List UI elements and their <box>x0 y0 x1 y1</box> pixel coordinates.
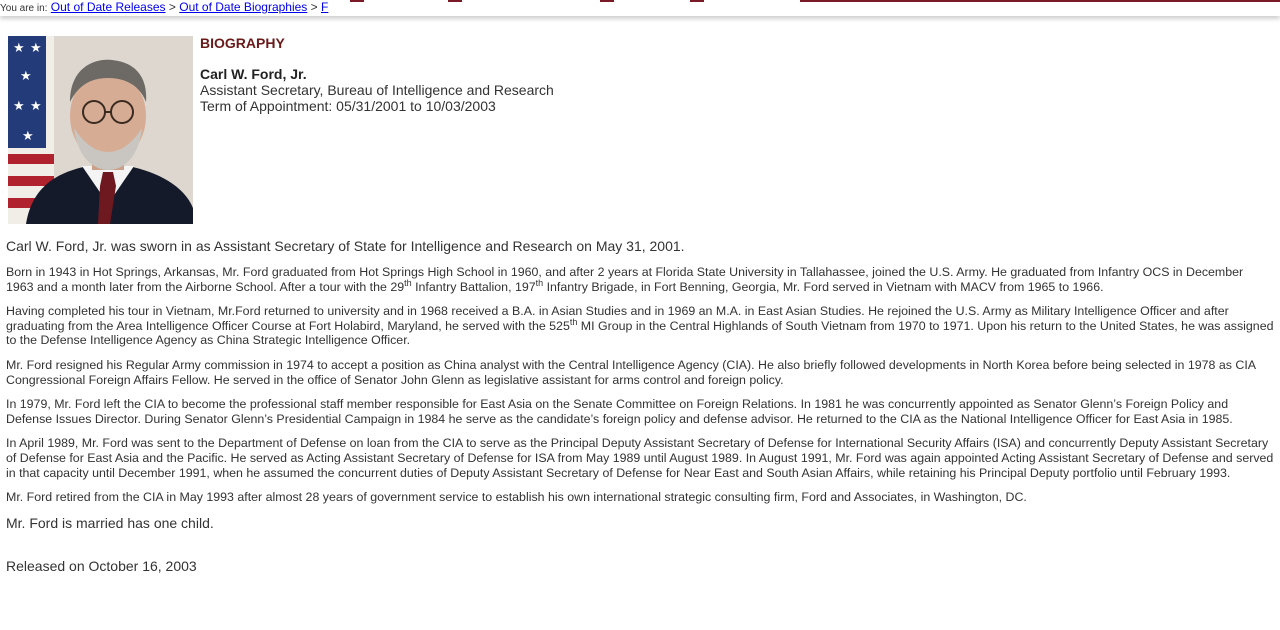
breadcrumb-link-out-of-date-biographies[interactable]: Out of Date Biographies <box>179 0 308 14</box>
paragraph-early-career <box>6 265 1274 294</box>
breadcrumb-link-f[interactable]: F <box>321 0 329 14</box>
accent-bar <box>690 0 704 2</box>
paragraph-text: Infantry Brigade, in Fort Benning, Georgia, Mr. Ford served in Vietnam with MACV from 1965 to 1966. <box>543 279 1104 294</box>
term-of-appointment: Term of Appointment: 05/31/2001 to 10/03/2003 <box>200 98 496 114</box>
lead-paragraph: Carl W. Ford, Jr. was sworn in as Assistant Secretary of State for Intelligence and Research on May 31, 2001. <box>6 238 685 254</box>
breadcrumb <box>0 0 328 16</box>
ordinal-suffix: th <box>569 316 578 327</box>
svg-text:★: ★ <box>30 41 42 56</box>
svg-text:★: ★ <box>22 129 34 144</box>
accent-bar <box>600 0 614 2</box>
portrait-photo <box>8 36 193 224</box>
position-title: Assistant Secretary, Bureau of Intelligence and Research <box>200 82 554 98</box>
paragraph-defense: In April 1989, Mr. Ford was sent to the Department of Defense on loan from the CIA to serve as the Principal Deputy Assistant Secretary of Defense for International Security Affairs (ISA) and concurrently Deputy Assistant Secretary of Defense for East Asia and the Pacific. He served as Acting Assistant Secretary of Defense for ISA from May 1989 until August 1989. In August 1991, Mr. Ford was again appointed Acting Assistant Secretary of Defense and served in that capacity until December 1991, when he assumed the concurrent duties of Deputy Assistant Secretary of Defense for Near East and South Asian Affairs, while retaining his Principal Deputy portfolio until February 1993. <box>6 436 1274 480</box>
paragraph-retirement: Mr. Ford retired from the CIA in May 1993 after almost 28 years of government service to establish his own international strategic consulting firm, Ford and Associates, in Washington, DC. <box>6 490 1027 505</box>
breadcrumb-prefix: You are in: <box>0 3 48 14</box>
paragraph-cia: Mr. Ford resigned his Regular Army commission in 1974 to accept a position as China analyst with the Central Intelligence Agency (CIA). He also briefly followed developments in North Korea before being selected in 1978 as CIA Congressional Foreign Affairs Fellow. He served in the office of Senator John Glenn as legislative assistant for arms control and foreign policy. <box>6 357 1256 387</box>
paragraph-text: Born in 1943 in Hot Springs, Arkansas, Mr. Ford graduated from Hot Springs High School in 1960, and after 2 years at Florida State University in Tallahassee, joined the U.S. Army. He graduated from Infantry OCS in December 1963 and a month later from the Airborne School. After a tour with the 29 <box>6 265 1244 294</box>
paragraph-text: MI Group in the Central Highlands of South Vietnam from 1970 to 1971. Upon his return to the United States, he was assigned to the Defense Intelligence Agency as China Strategic Intelligence Officer. <box>6 318 1274 348</box>
accent-bar <box>448 0 462 2</box>
breadcrumb-link-out-of-date-releases[interactable]: Out of Date Releases <box>50 0 166 14</box>
paragraph-text: Having completed his tour in Vietnam, Mr.Ford returned to university and in 1968 received a B.A. in Asian Studies and in 1969 an M.A. in East Asian Studies. He rejoined the U.S. Army as Military Intelligence Officer and after graduating from the Area Intelligence Officer Course at Fort Holabird, Maryland, he served with the 525 <box>6 304 1229 333</box>
svg-text:★: ★ <box>13 99 25 114</box>
breadcrumb-separator: > <box>168 0 176 14</box>
paragraph-senate: In 1979, Mr. Ford left the CIA to become the professional staff member responsible for East Asia on the Senate Committee on Foreign Relations. In 1981 he was concurrently appointed as Senator Glenn’s Foreign Policy and Defense Issues Director. During Senator Glenn’s Presidential Campaign in 1984 he serve as the candidate’s foreign policy and defense advisor. He returned to the CIA as the National Intelligence Officer for East Asia in 1985. <box>6 397 1233 426</box>
biography-header <box>200 35 554 114</box>
accent-bar <box>350 0 364 2</box>
section-label: BIOGRAPHY <box>200 35 285 51</box>
paragraph-education <box>6 304 1274 348</box>
biography-body <box>6 238 1274 575</box>
paragraph-text: Infantry Battalion, 197 <box>411 279 536 294</box>
accent-bar <box>800 0 1280 2</box>
paragraph-family: Mr. Ford is married has one child. <box>6 514 214 531</box>
svg-text:★: ★ <box>30 99 42 114</box>
ordinal-suffix: th <box>535 277 544 288</box>
release-date: Released on October 16, 2003 <box>6 557 197 574</box>
breadcrumb-separator: > <box>310 0 318 14</box>
ordinal-suffix: th <box>404 277 412 288</box>
svg-text:★: ★ <box>20 69 32 84</box>
svg-text:★: ★ <box>13 41 25 56</box>
person-name: Carl W. Ford, Jr. <box>200 66 307 82</box>
